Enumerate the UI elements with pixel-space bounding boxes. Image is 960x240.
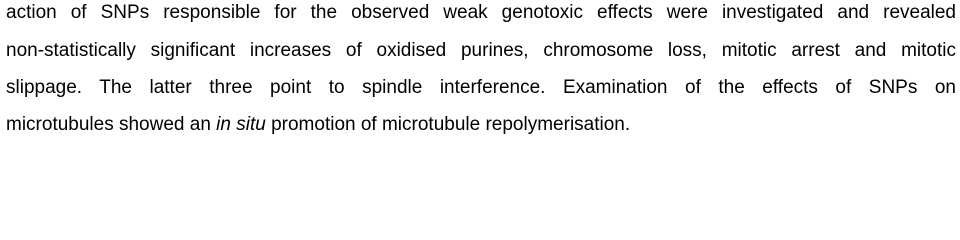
line-4-text-start: microtubules showed an (6, 114, 217, 135)
paragraph-line-3: slippage. The latter three point to spindle interference. Examination of the effects of SNPs on (6, 77, 956, 98)
paragraph-line-2: non-statistically significant increases of oxidised purines, chromosome loss, mitotic arrest and mitotic (6, 40, 956, 61)
paragraph-line-4 (6, 114, 630, 136)
italic-term: in situ (216, 114, 266, 135)
paragraph-line-1: action of SNPs responsible for the observed weak genotoxic effects were investigated and revealed (6, 2, 956, 23)
line-4-text-end: promotion of microtubule repolymerisation. (265, 114, 631, 135)
